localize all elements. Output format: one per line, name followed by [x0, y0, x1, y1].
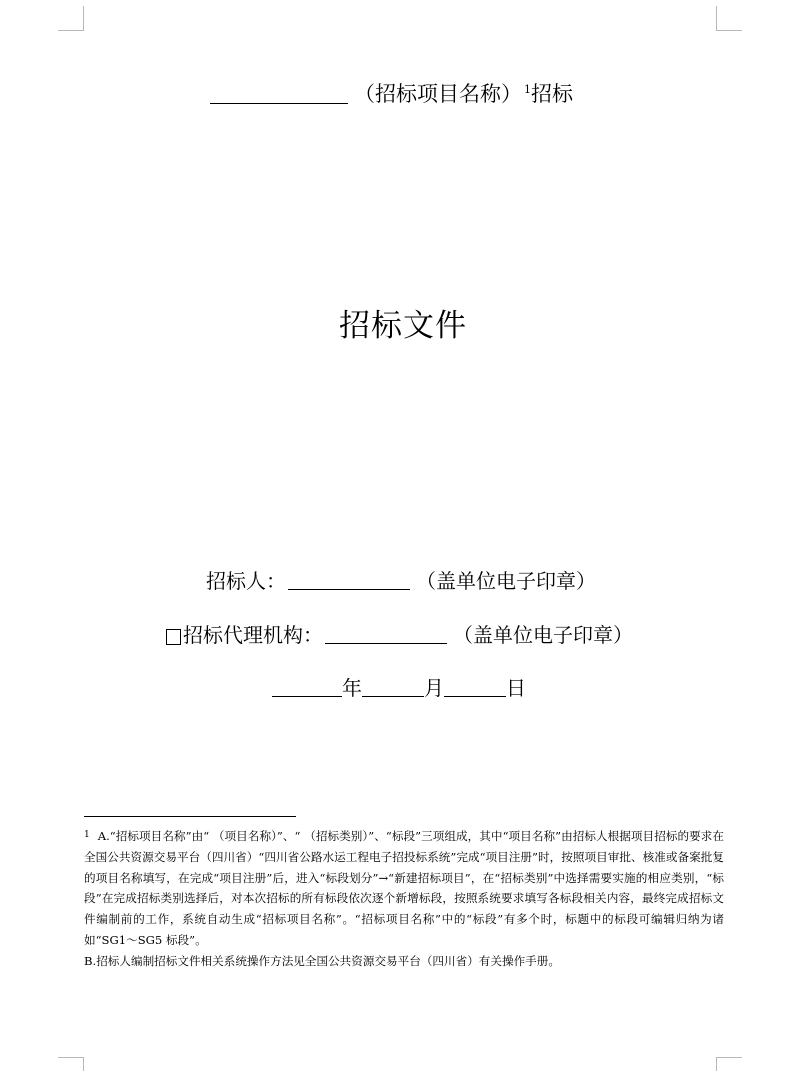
- project-name-blank: [210, 102, 348, 104]
- title-suffix: 招标: [531, 82, 573, 106]
- agency-seal-note: （盖单位电子印章）: [453, 623, 633, 647]
- project-title-line: [210, 78, 573, 108]
- footnote-mark: 1: [84, 830, 90, 840]
- agency-line: [166, 619, 633, 648]
- footnote: [84, 826, 724, 972]
- month-blank: [362, 695, 424, 697]
- document-title: 招标文件: [339, 308, 467, 344]
- agency-blank: [325, 642, 447, 644]
- day-blank: [444, 695, 506, 697]
- footnote-separator: [84, 816, 296, 817]
- day-label: 日: [506, 676, 526, 700]
- tenderer-label: 招标人：: [206, 569, 286, 593]
- year-blank: [272, 695, 342, 697]
- agency-checkbox[interactable]: [166, 629, 181, 645]
- footnote-para-b: B.招标人编制招标文件相关系统操作方法见全国公共资源交易平台（四川省）有关操作手册。: [84, 953, 560, 968]
- tenderer-line: [206, 565, 596, 594]
- footnote-para-a: [84, 826, 724, 951]
- year-label: 年: [342, 676, 362, 700]
- project-name-label: （招标项目名称）: [354, 82, 522, 106]
- tenderer-seal-note: （盖单位电子印章）: [416, 569, 596, 593]
- agency-label: 招标代理机构：: [183, 623, 323, 647]
- tenderer-blank: [288, 588, 410, 590]
- footnote-reference: 1: [524, 83, 531, 96]
- footnote-text-a: A.“招标项目名称”由“ （项目名称）”、“ （招标类别）”、“标段”三项组成，其中“项目名称”由招标人根据项目招标的要求在全国公共资源交易平台（四川省）“四川省公路水运工程电子招投标系统”完成“项目注册”时，按照项目审批、核准或备案批复的项目名称填写，在完成“项目注册”后，进入“标段划分”→“新建招标项目”，在“招标类别”中选择需要实施的相应类别，“标段”在完成招标类别选择后，对本次招标的所有标段依次逐个新增标段，按照系统要求填写各标段相关内容，最终完成招标文件编制前的工作，系统自动生成“招标项目名称”。“招标项目名称”中的“标段”有多个时，标题中的标段可编辑归纳为诸如“SG1～SG5 标段”。: [84, 829, 724, 947]
- date-line: [272, 672, 526, 701]
- month-label: 月: [424, 676, 444, 700]
